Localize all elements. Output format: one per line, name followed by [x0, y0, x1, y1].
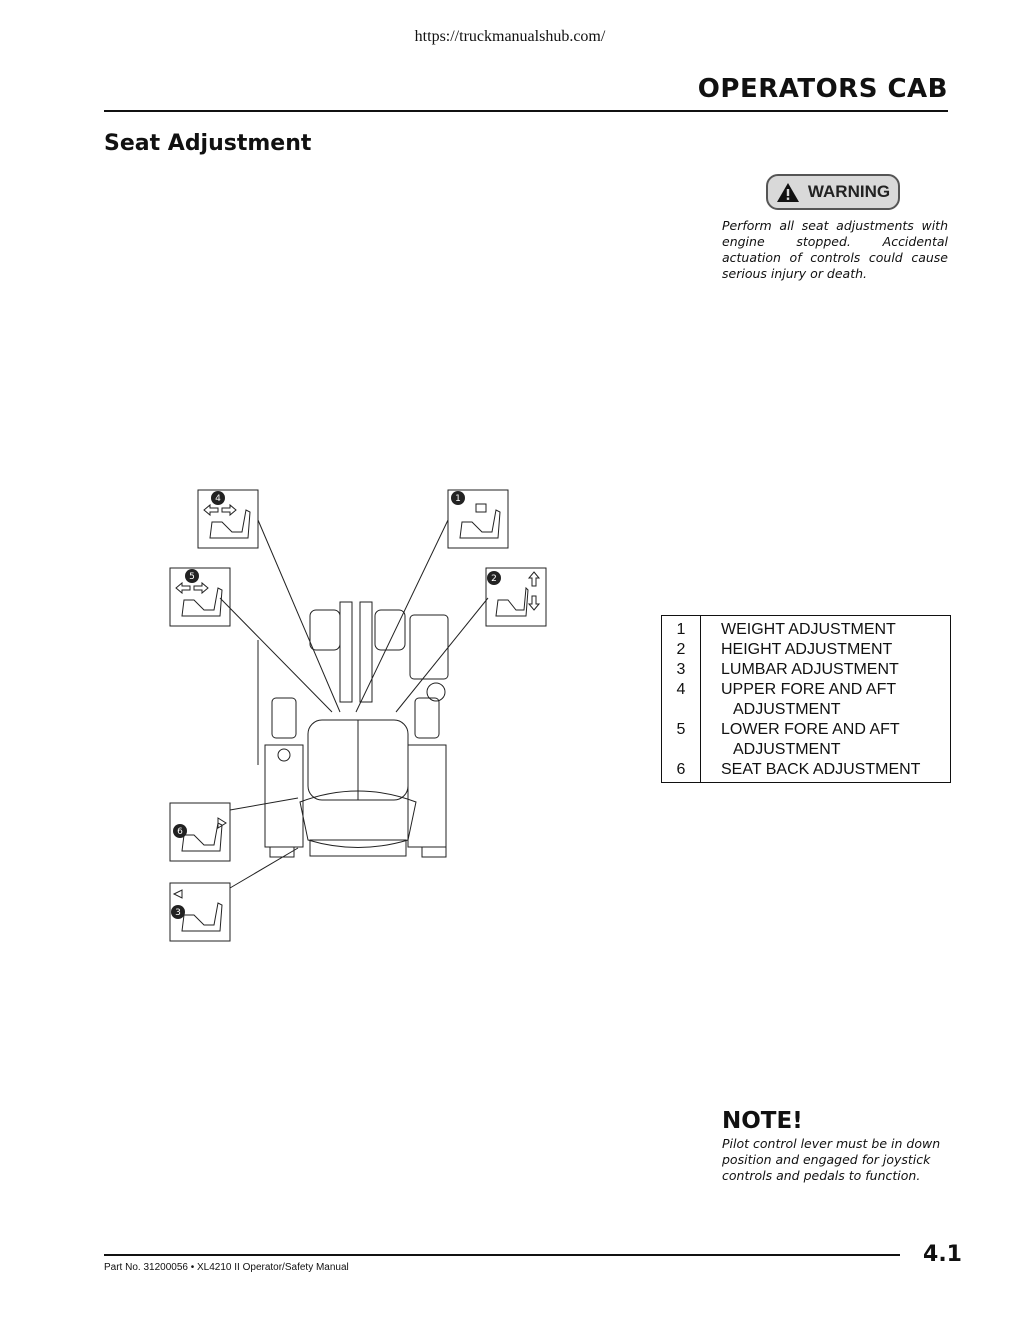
warning-badge — [766, 174, 900, 210]
legend-row — [662, 720, 951, 760]
footer-rule — [104, 1254, 900, 1256]
legend-label: LOWER FORE AND AFT — [721, 721, 900, 738]
legend-number: 1 — [662, 616, 701, 641]
warning-label: WARNING — [807, 182, 891, 201]
legend-label-cont: ADJUSTMENT — [733, 701, 841, 718]
note-text: Pilot control lever must be in down position and engaged for joystick controls and pedals to function. — [722, 1136, 941, 1183]
legend-label-cont: ADJUSTMENT — [733, 741, 841, 758]
legend-row — [662, 616, 951, 641]
legend-number: 2 — [662, 640, 701, 660]
legend-row — [662, 660, 951, 680]
legend-table — [661, 615, 951, 783]
note-title: NOTE! — [722, 1108, 803, 1134]
legend-label: LUMBAR ADJUSTMENT — [721, 661, 899, 678]
warning-text: Perform all seat adjustments with engine stopped. Accidental actuation of controls could cause serious injury or death. — [722, 218, 948, 281]
legend-label: HEIGHT ADJUSTMENT — [721, 641, 893, 658]
seat-adjustment-diagram — [160, 480, 560, 950]
page-number: 4.1 — [923, 1242, 962, 1267]
legend-label: UPPER FORE AND AFT — [721, 681, 897, 698]
callout-1-label: 1 — [455, 494, 461, 504]
warning-triangle-icon — [776, 182, 800, 203]
source-url: https://truckmanualshub.com/ — [414, 28, 606, 45]
legend-row — [662, 640, 951, 660]
legend-number: 5 — [662, 720, 701, 760]
legend-row — [662, 760, 951, 783]
header-rule — [104, 110, 948, 112]
callout-5-label: 5 — [189, 572, 195, 582]
legend-row — [662, 680, 951, 720]
legend-label: WEIGHT ADJUSTMENT — [721, 621, 896, 638]
legend-label: SEAT BACK ADJUSTMENT — [721, 761, 921, 778]
callout-2-label: 2 — [491, 574, 497, 584]
legend-number: 3 — [662, 660, 701, 680]
legend-number: 4 — [662, 680, 701, 720]
legend-number: 6 — [662, 760, 701, 783]
callout-3-label: 3 — [175, 908, 181, 918]
callout-4-label: 4 — [215, 494, 221, 504]
section-title: Seat Adjustment — [104, 131, 312, 156]
footer-text: Part No. 31200056 • XL4210 II Operator/Safety Manual — [104, 1262, 349, 1273]
chapter-title: OPERATORS CAB — [697, 74, 948, 104]
callout-6-label: 6 — [177, 827, 183, 837]
